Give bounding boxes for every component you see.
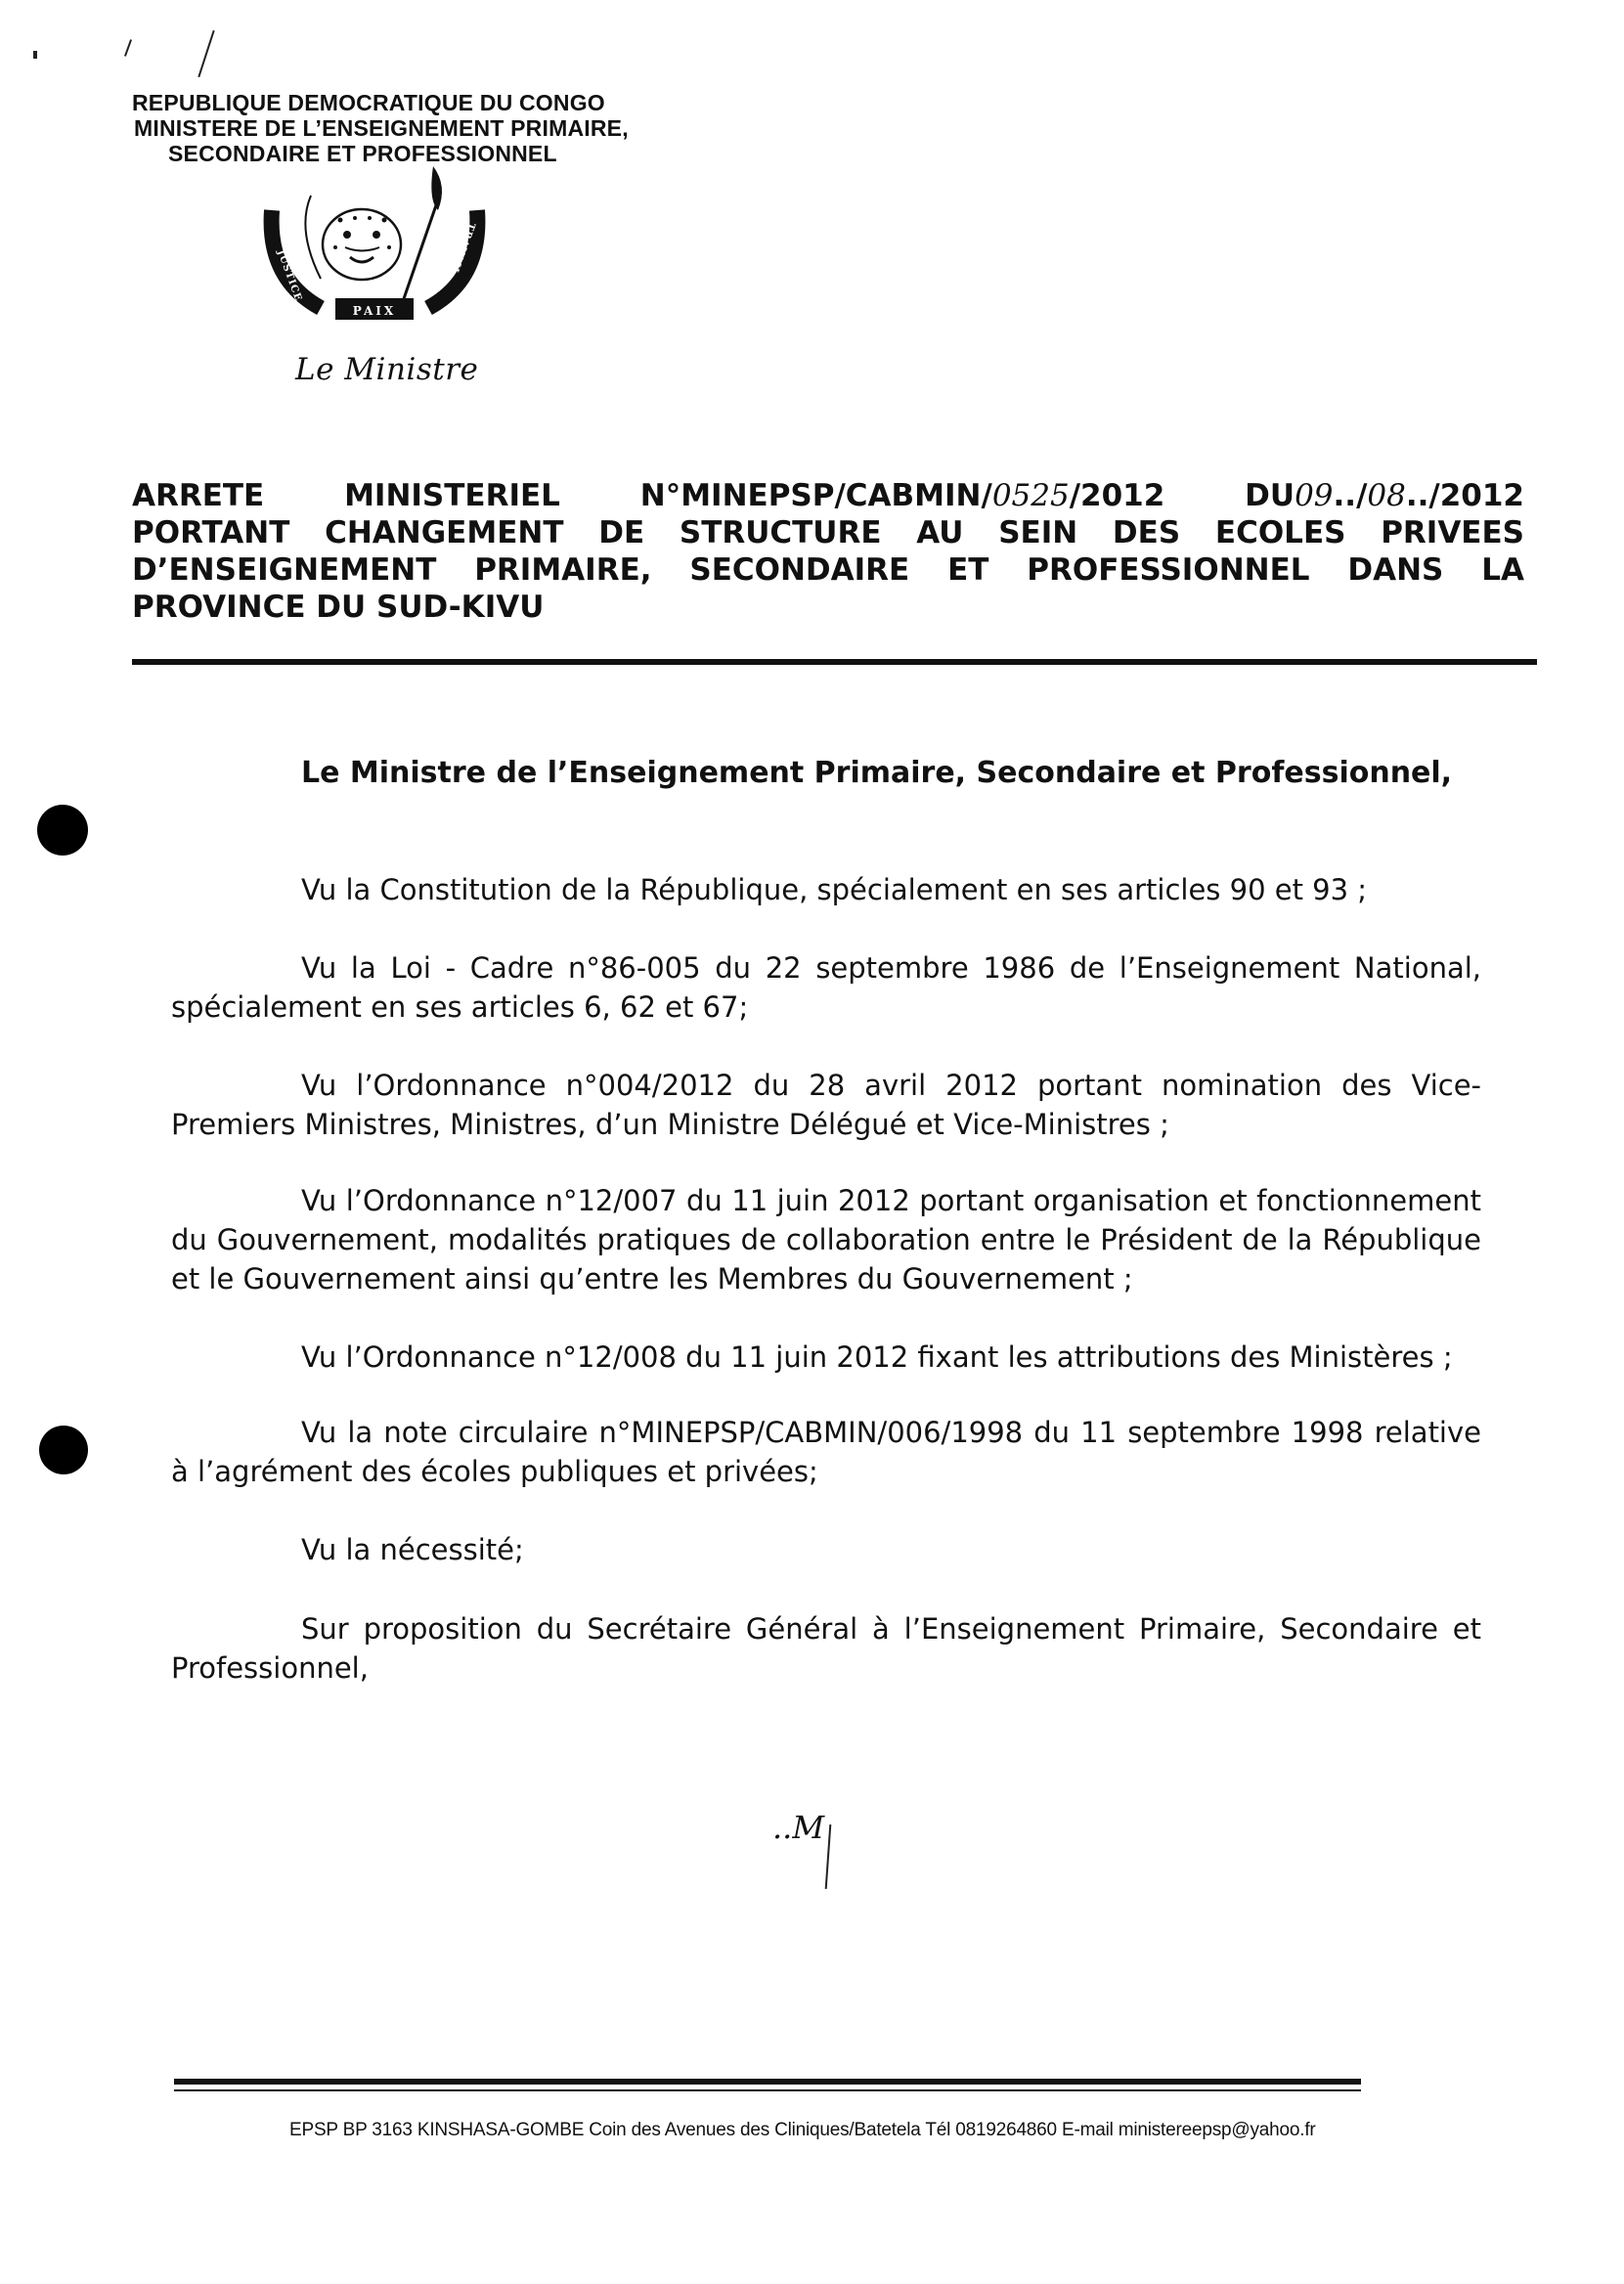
title-word: ARRETE [132,478,265,513]
decree-date-year: ../2012 [1405,478,1524,513]
letterhead-ministry-cont: SECONDAIRE ET PROFESSIONNEL [168,141,557,166]
title-line-1 [132,477,1524,514]
title-word: PRIVEES [1381,515,1524,550]
title-word: ET [947,552,989,588]
paragraph-loi-cadre: Vu la Loi - Cadre n°86-005 du 22 septembre 1986 de l’Enseignement National, spécialement en ses articles 6, 62 et 67; [171,951,1481,1024]
title-word: SECONDAIRE [689,552,910,588]
motto-left: JUSTICE [275,248,304,304]
letterhead-country: REPUBLIQUE DEMOCRATIQUE DU CONGO [132,90,605,115]
title-province: PROVINCE DU SUD-KIVU [132,590,545,625]
minister-signature-title: Le Ministre [295,352,479,387]
footer-contact: EPSP BP 3163 KINSHASA-GOMBE Coin des Avenues des Cliniques/Batetela Tél 0819264860 E-mail ministereepsp@yahoo.fr [289,2120,1316,2140]
punch-hole [37,805,88,856]
title-word: DANS [1347,552,1444,588]
scan-mark [124,39,132,57]
footer-rule [174,2079,1361,2085]
decree-date-sep: ../ [1333,478,1368,513]
title-line-2 [132,514,1524,551]
motto-right: TRAVAIL [447,220,477,277]
paragraph-necessite: Vu la nécessité; [301,1533,524,1566]
title-divider [132,659,1537,665]
decree-number-handwritten: 0525 [991,478,1070,513]
title-line-3 [132,551,1524,589]
decree-month-handwritten: 08 [1367,478,1406,513]
motto-center: PAIX [352,304,397,318]
scan-mark [198,30,214,77]
letterhead-ministry: MINISTERE DE L’ENSEIGNEMENT PRIMAIRE, [134,115,629,141]
title-word: PRIMAIRE, [474,552,652,588]
title-word: D’ENSEIGNEMENT [132,552,437,588]
coat-of-arms-emblem [252,161,497,357]
paragraph-ordonnance-007: Vu l’Ordonnance n°12/007 du 11 juin 2012 portant organisation et fonctionnement du Gouvernement, modalités pratiques de collaboration entre le Président de la République et le Gouvernement ainsi qu’entre les Membres du Gouvernement ; [171,1184,1481,1296]
footer-rule-thin [174,2089,1361,2091]
title-word: STRUCTURE [679,515,882,550]
paragraph-proposition: Sur proposition du Secrétaire Général à l’Enseignement Primaire, Secondaire et Professionnel, [171,1612,1481,1685]
decree-title [132,477,1524,626]
decree-number [640,477,1165,514]
title-line-4 [132,589,1524,626]
title-word: PORTANT [132,515,290,550]
decree-number-prefix: N°MINEPSP/CABMIN/ [639,478,992,513]
paragraph-note-circulaire: Vu la note circulaire n°MINEPSP/CABMIN/006/1998 du 11 septembre 1998 relative à l’agrément des écoles publiques et privées; [171,1416,1481,1488]
initials-stroke [825,1824,832,1889]
title-word: SEIN [998,515,1078,550]
title-word: LA [1481,552,1524,588]
paragraph-ordonnance-004: Vu l’Ordonnance n°004/2012 du 28 avril 2012 portant nomination des Vice-Premiers Ministres, Ministres, d’un Ministre Délégué et Vice-Ministres ; [171,1069,1481,1141]
decree-day-handwritten: 09 [1295,478,1334,513]
title-word: DE [598,515,645,550]
title-word: MINISTERIEL [344,478,560,513]
paragraph-ordonnance-008: Vu l’Ordonnance n°12/008 du 11 juin 2012 fixant les attributions des Ministères ; [301,1340,1453,1374]
title-word: PROFESSIONNEL [1027,552,1310,588]
title-word: DES [1112,515,1181,550]
paragraph-constitution: Vu la Constitution de la République, spécialement en ses articles 90 et 93 ; [301,873,1368,906]
punch-hole [39,1426,88,1474]
title-word: CHANGEMENT [325,515,564,550]
title-word: ECOLES [1214,515,1346,550]
preamble-heading: Le Ministre de l’Enseignement Primaire, Secondaire et Professionnel, [301,756,1453,790]
decree-number-year: /2012 [1069,478,1165,513]
letterhead [132,90,629,166]
title-word: AU [916,515,964,550]
decree-date-prefix: DU [1245,478,1295,513]
scan-mark [33,51,37,59]
decree-date [1245,477,1524,514]
handwritten-initials: ..M [772,1809,825,1846]
